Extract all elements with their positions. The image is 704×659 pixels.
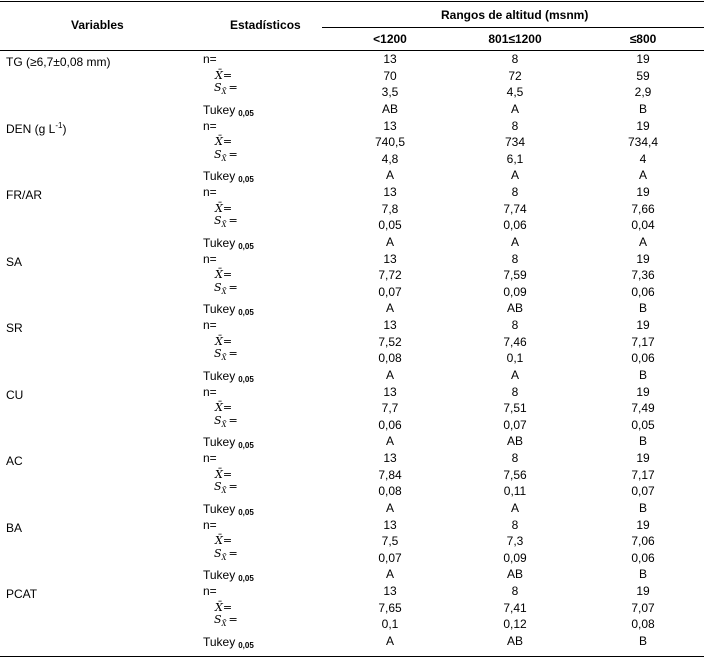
value-mean: 7,84 xyxy=(378,467,402,482)
value-n: 13 xyxy=(383,517,397,532)
stat-tukey xyxy=(203,369,254,383)
value-se: 0,09 xyxy=(503,550,527,565)
variable-name xyxy=(6,52,111,69)
se-symbol: S xyxy=(214,214,222,228)
se-equals: = xyxy=(228,413,238,427)
se-symbol: S xyxy=(214,280,222,294)
se-symbol: S xyxy=(214,480,222,494)
stat-mean: X̄= xyxy=(215,600,233,614)
stat-tukey xyxy=(203,169,254,183)
value-mean: 7,72 xyxy=(378,268,402,283)
value-mean: 59 xyxy=(636,68,650,83)
value-n: 8 xyxy=(511,517,519,532)
tukey-subscript: 0,05 xyxy=(238,108,254,118)
stat-mean: X̄= xyxy=(215,534,233,548)
value-mean: 7,07 xyxy=(631,600,655,615)
value-n: 13 xyxy=(383,185,397,199)
value-tukey: A xyxy=(385,500,394,515)
value-n: 13 xyxy=(383,118,397,133)
variable-name-text: SA xyxy=(6,254,23,269)
stat-se xyxy=(214,214,238,228)
tukey-subscript: 0,05 xyxy=(238,241,254,251)
value-n: 13 xyxy=(383,384,397,399)
se-equals: = xyxy=(228,480,238,494)
tukey-label: Tukey xyxy=(203,235,236,250)
tukey-subscript: 0,05 xyxy=(238,507,254,517)
variable-name-text: BA xyxy=(6,520,23,535)
variable-name-sup: -1 xyxy=(55,120,63,130)
value-mean: 7,65 xyxy=(378,600,402,615)
value-n: 19 xyxy=(636,384,650,399)
table-bottom-rule xyxy=(0,656,704,657)
value-tukey: A xyxy=(385,234,394,249)
se-subscript: X̄ xyxy=(221,487,227,496)
value-se: 4,8 xyxy=(381,151,399,166)
stat-n: n= xyxy=(203,185,217,199)
tukey-label: Tukey xyxy=(203,368,236,383)
stat-n: n= xyxy=(203,52,217,66)
tukey-label: Tukey xyxy=(203,501,236,516)
tukey-label: Tukey xyxy=(203,169,236,184)
value-n: 8 xyxy=(511,451,519,465)
variable-name xyxy=(6,385,24,402)
value-n: 8 xyxy=(511,185,519,199)
value-se: 0,08 xyxy=(378,484,402,499)
value-tukey: A xyxy=(510,367,519,382)
se-symbol: S xyxy=(214,81,222,95)
stat-mean: X̄= xyxy=(215,467,233,481)
se-equals: = xyxy=(228,347,238,361)
stat-se xyxy=(214,347,238,361)
tukey-subscript: 0,05 xyxy=(238,441,254,451)
value-tukey: B xyxy=(638,500,647,515)
stat-tukey xyxy=(203,302,254,316)
stat-se xyxy=(214,414,238,428)
variable-name-text: AC xyxy=(6,454,23,468)
value-n: 13 xyxy=(383,318,397,332)
se-equals: = xyxy=(228,81,238,95)
variable-name xyxy=(6,518,23,535)
stat-n: n= xyxy=(203,318,217,332)
header-col-3: ≤800 xyxy=(629,32,657,46)
value-se: 0,07 xyxy=(378,550,402,565)
stat-se xyxy=(214,480,238,494)
tukey-label: Tukey xyxy=(203,302,236,317)
stat-mean: X̄= xyxy=(215,268,233,282)
value-mean: 7,66 xyxy=(631,201,655,216)
value-se: 0,1 xyxy=(381,617,399,632)
value-se: 0,07 xyxy=(378,284,402,299)
value-se: 6,1 xyxy=(506,151,524,166)
value-tukey: A xyxy=(385,168,394,183)
value-tukey: A xyxy=(510,168,519,183)
value-mean: 7,41 xyxy=(503,600,527,615)
value-mean: 7,5 xyxy=(381,534,399,549)
variable-name-text: CU xyxy=(6,387,24,402)
value-n: 8 xyxy=(511,584,519,598)
value-tukey: A xyxy=(510,500,519,515)
value-tukey: B xyxy=(638,434,647,449)
value-tukey: B xyxy=(638,101,647,116)
value-n: 19 xyxy=(636,118,650,133)
value-se: 0,1 xyxy=(506,351,524,366)
header-estadisticos: Estadísticos xyxy=(230,18,301,32)
value-mean: 7,36 xyxy=(631,268,655,283)
value-se: 2,9 xyxy=(634,85,652,100)
value-mean: 7,17 xyxy=(631,334,655,349)
stat-n: n= xyxy=(203,384,217,399)
variable-name xyxy=(6,119,67,136)
stat-tukey xyxy=(203,236,254,250)
se-equals: = xyxy=(228,546,238,560)
value-se: 0,06 xyxy=(631,284,655,299)
stat-se xyxy=(214,148,238,162)
stat-tukey xyxy=(203,502,254,516)
variable-name-text: FR/AR xyxy=(6,188,42,202)
value-n: 19 xyxy=(636,251,650,266)
value-se: 0,07 xyxy=(631,484,655,499)
value-n: 13 xyxy=(383,251,397,266)
header-col-1: <1200 xyxy=(373,32,407,46)
se-subscript: X̄ xyxy=(221,354,227,363)
value-se: 0,06 xyxy=(503,218,527,233)
stat-n: n= xyxy=(203,451,217,465)
tukey-label: Tukey xyxy=(203,634,236,649)
header-bottom-rule xyxy=(0,50,704,51)
stat-n: n= xyxy=(203,584,217,598)
se-subscript: X̄ xyxy=(221,553,227,562)
se-subscript: X̄ xyxy=(221,287,227,296)
variable-name-text: SR xyxy=(6,321,23,335)
value-tukey: A xyxy=(385,367,394,382)
stat-n: n= xyxy=(203,118,217,133)
variable-name xyxy=(6,252,23,269)
value-tukey: B xyxy=(638,567,647,582)
variable-name xyxy=(6,185,42,202)
value-mean: 7,7 xyxy=(381,401,399,416)
se-symbol: S xyxy=(214,413,222,427)
value-n: 19 xyxy=(636,185,650,199)
value-tukey: AB xyxy=(381,101,398,116)
value-n: 13 xyxy=(383,52,397,66)
value-tukey: A xyxy=(510,101,519,116)
value-tukey: AB xyxy=(506,633,523,648)
stat-mean: X̄= xyxy=(215,68,233,82)
tukey-subscript: 0,05 xyxy=(238,374,254,384)
value-tukey: AB xyxy=(506,567,523,582)
variable-name-after: ) xyxy=(62,121,67,136)
stat-tukey xyxy=(203,635,254,649)
value-se: 4,5 xyxy=(506,85,524,100)
se-symbol: S xyxy=(214,147,222,161)
stat-n: n= xyxy=(203,251,217,266)
se-symbol: S xyxy=(214,347,222,361)
value-mean: 7,56 xyxy=(503,467,527,482)
value-n: 13 xyxy=(383,584,397,598)
value-se: 0,11 xyxy=(503,484,527,499)
value-tukey: A xyxy=(638,234,647,249)
stat-mean: X̄= xyxy=(215,334,233,348)
value-tukey: B xyxy=(638,301,647,316)
variable-name xyxy=(6,451,23,468)
variable-name-text: DEN (g L xyxy=(6,121,56,136)
value-tukey: B xyxy=(638,367,647,382)
value-mean: 7,52 xyxy=(378,334,402,349)
value-se: 3,5 xyxy=(381,85,399,100)
value-n: 19 xyxy=(636,52,650,66)
se-subscript: X̄ xyxy=(221,88,227,97)
header-rangos: Rangos de altitud (msnm) xyxy=(441,8,589,22)
stat-n: n= xyxy=(203,517,217,532)
se-symbol: S xyxy=(214,613,222,627)
se-subscript: X̄ xyxy=(221,221,227,230)
tukey-subscript: 0,05 xyxy=(238,574,254,584)
stat-mean: X̄= xyxy=(215,135,233,149)
value-se: 0,06 xyxy=(631,351,655,366)
se-subscript: X̄ xyxy=(221,154,227,163)
value-n: 19 xyxy=(636,318,650,332)
value-n: 8 xyxy=(511,384,519,399)
se-subscript: X̄ xyxy=(221,420,227,429)
variable-name xyxy=(6,584,38,601)
value-se: 0,05 xyxy=(378,218,402,233)
value-n: 13 xyxy=(383,451,397,465)
value-n: 19 xyxy=(636,517,650,532)
value-se: 0,05 xyxy=(631,417,655,432)
value-n: 8 xyxy=(511,318,519,332)
se-subscript: X̄ xyxy=(221,620,227,629)
value-se: 0,04 xyxy=(631,218,655,233)
stat-se xyxy=(214,81,238,95)
value-mean: 7,46 xyxy=(503,334,527,349)
se-symbol: S xyxy=(214,546,222,560)
value-mean: 7,74 xyxy=(503,201,527,216)
value-tukey: AB xyxy=(506,301,523,316)
value-mean: 70 xyxy=(383,68,397,83)
value-mean: 7,51 xyxy=(503,401,527,416)
header-variables: Variables xyxy=(71,18,124,32)
tukey-subscript: 0,05 xyxy=(238,308,254,318)
tukey-label: Tukey xyxy=(203,568,236,583)
value-tukey: A xyxy=(385,633,394,648)
value-tukey: A xyxy=(510,234,519,249)
tukey-subscript: 0,05 xyxy=(238,640,254,650)
value-mean: 7,17 xyxy=(631,467,655,482)
stat-se xyxy=(214,613,238,627)
value-tukey: A xyxy=(638,168,647,183)
value-mean: 734,4 xyxy=(627,135,659,150)
altitude-group-rule xyxy=(322,27,704,28)
se-equals: = xyxy=(228,214,238,228)
variable-name-text: TG (≥6,7±0,08 mm) xyxy=(6,55,111,69)
se-equals: = xyxy=(228,147,238,161)
value-mean: 734 xyxy=(504,135,526,150)
value-mean: 7,3 xyxy=(506,534,524,549)
stat-se xyxy=(214,281,238,295)
value-se: 0,06 xyxy=(631,550,655,565)
value-mean: 7,59 xyxy=(503,268,527,283)
value-tukey: AB xyxy=(506,434,523,449)
tukey-subscript: 0,05 xyxy=(238,175,254,185)
variable-name xyxy=(6,318,23,335)
value-tukey: A xyxy=(385,567,394,582)
table-top-rule xyxy=(0,1,704,2)
se-equals: = xyxy=(228,613,238,627)
value-se: 0,08 xyxy=(378,351,402,366)
value-n: 19 xyxy=(636,584,650,598)
value-tukey: B xyxy=(638,633,647,648)
value-se: 0,06 xyxy=(378,417,402,432)
stat-mean: X̄= xyxy=(215,401,233,415)
stat-tukey xyxy=(203,103,254,117)
stat-mean: X̄= xyxy=(215,201,233,215)
value-se: 0,09 xyxy=(503,284,527,299)
stat-se xyxy=(214,547,238,561)
stat-tukey xyxy=(203,435,254,449)
tukey-label: Tukey xyxy=(203,435,236,450)
value-mean: 72 xyxy=(508,68,522,83)
value-tukey: A xyxy=(385,434,394,449)
se-equals: = xyxy=(228,280,238,294)
value-mean: 7,8 xyxy=(381,201,399,216)
value-n: 19 xyxy=(636,451,650,465)
value-n: 8 xyxy=(511,52,519,66)
value-mean: 7,49 xyxy=(631,401,655,416)
value-se: 0,07 xyxy=(503,417,527,432)
value-n: 8 xyxy=(511,118,519,133)
header-col-2: 801≤1200 xyxy=(488,32,542,46)
value-se: 0,08 xyxy=(631,617,655,632)
value-n: 8 xyxy=(511,251,519,266)
value-se: 0,12 xyxy=(503,617,527,632)
tukey-label: Tukey xyxy=(203,102,236,117)
value-mean: 7,06 xyxy=(631,534,655,549)
value-se: 4 xyxy=(639,151,647,166)
variable-name-text: PCAT xyxy=(6,587,38,601)
stat-tukey xyxy=(203,568,254,582)
value-tukey: A xyxy=(385,301,394,316)
value-mean: 740,5 xyxy=(374,135,406,150)
